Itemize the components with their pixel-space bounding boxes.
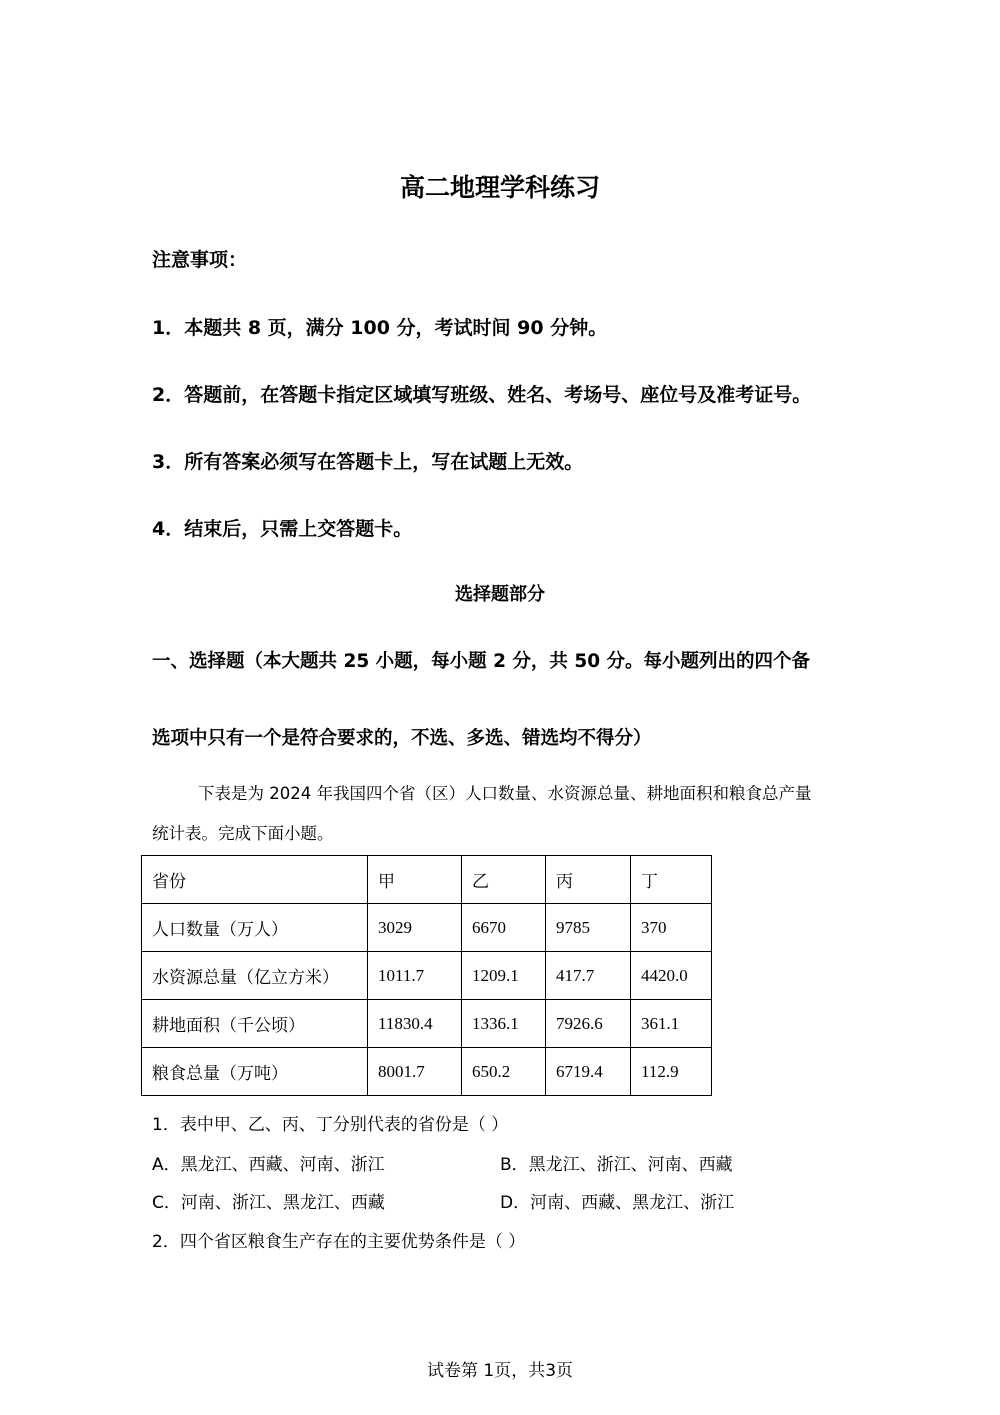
table-cell: 1336.1 — [462, 1000, 546, 1048]
table-header-cell: 丙 — [546, 856, 631, 904]
table-cell: 6719.4 — [546, 1048, 631, 1096]
table-cell: 11830.4 — [368, 1000, 462, 1048]
notice-item-3: 3．所有答案必须写在答题卡上，写在试题上无效。 — [152, 451, 584, 473]
page-title: 高二地理学科练习 — [399, 173, 600, 202]
table-cell: 361.1 — [631, 1000, 712, 1048]
table-row-label: 粮食总量（万吨） — [142, 1048, 368, 1096]
table-header-row — [142, 856, 712, 904]
question-1-stem: 1．表中甲、乙、丙、丁分别代表的省份是（ ） — [152, 1115, 509, 1135]
statistics-table — [141, 855, 712, 1096]
intro-line-2: 统计表。完成下面小题。 — [152, 824, 334, 843]
table-cell: 7926.6 — [546, 1000, 631, 1048]
notice-heading: 注意事项： — [152, 249, 248, 271]
part-title: 选择题部分 — [455, 584, 545, 605]
table-row-label: 人口数量（万人） — [142, 904, 368, 952]
notice-item-2: 2．答题前，在答题卡指定区域填写班级、姓名、考场号、座位号及准考证号。 — [152, 384, 812, 406]
table-cell: 4420.0 — [631, 952, 712, 1000]
question-1-option-a: A．黑龙江、西藏、河南、浙江 — [152, 1155, 385, 1175]
section-heading-line-2: 选项中只有一个是符合要求的，不选、多选、错选均不得分） — [152, 728, 652, 749]
table-cell: 370 — [631, 904, 712, 952]
table-cell: 1209.1 — [462, 952, 546, 1000]
table-row-label: 水资源总量（亿立方米） — [142, 952, 368, 1000]
table-cell: 3029 — [368, 904, 462, 952]
notice-item-1: 1．本题共 8 页，满分 100 分，考试时间 90 分钟。 — [152, 317, 608, 339]
intro-line-1: 下表是为 2024 年我国四个省（区）人口数量、水资源总量、耕地面积和粮食总产量 — [198, 784, 812, 803]
question-1-option-c: C．河南、浙江、黑龙江、西藏 — [152, 1193, 385, 1213]
table-cell: 8001.7 — [368, 1048, 462, 1096]
table-cell: 6670 — [462, 904, 546, 952]
page-footer: 试卷第 1页，共3页 — [426, 1361, 574, 1381]
table-row — [142, 1000, 712, 1048]
section-heading-line-1: 一、选择题（本大题共 25 小题，每小题 2 分，共 50 分。每小题列出的四个备 — [152, 651, 811, 672]
table-cell: 1011.7 — [368, 952, 462, 1000]
table-row — [142, 1048, 712, 1096]
question-1-option-d: D．河南、西藏、黑龙江、浙江 — [500, 1193, 735, 1213]
table-row — [142, 952, 712, 1000]
table-header-cell: 乙 — [462, 856, 546, 904]
table-cell: 112.9 — [631, 1048, 712, 1096]
table-header-cell: 甲 — [368, 856, 462, 904]
table-cell: 9785 — [546, 904, 631, 952]
table-row — [142, 904, 712, 952]
table-cell: 650.2 — [462, 1048, 546, 1096]
question-2-stem: 2．四个省区粮食生产存在的主要优势条件是（ ） — [152, 1232, 526, 1252]
table-row-label: 耕地面积（千公顷） — [142, 1000, 368, 1048]
question-1-option-b: B．黑龙江、浙江、河南、西藏 — [500, 1155, 733, 1175]
table-header-cell: 省份 — [142, 856, 368, 904]
notice-item-4: 4．结束后，只需上交答题卡。 — [152, 518, 413, 540]
table-header-cell: 丁 — [631, 856, 712, 904]
table-cell: 417.7 — [546, 952, 631, 1000]
